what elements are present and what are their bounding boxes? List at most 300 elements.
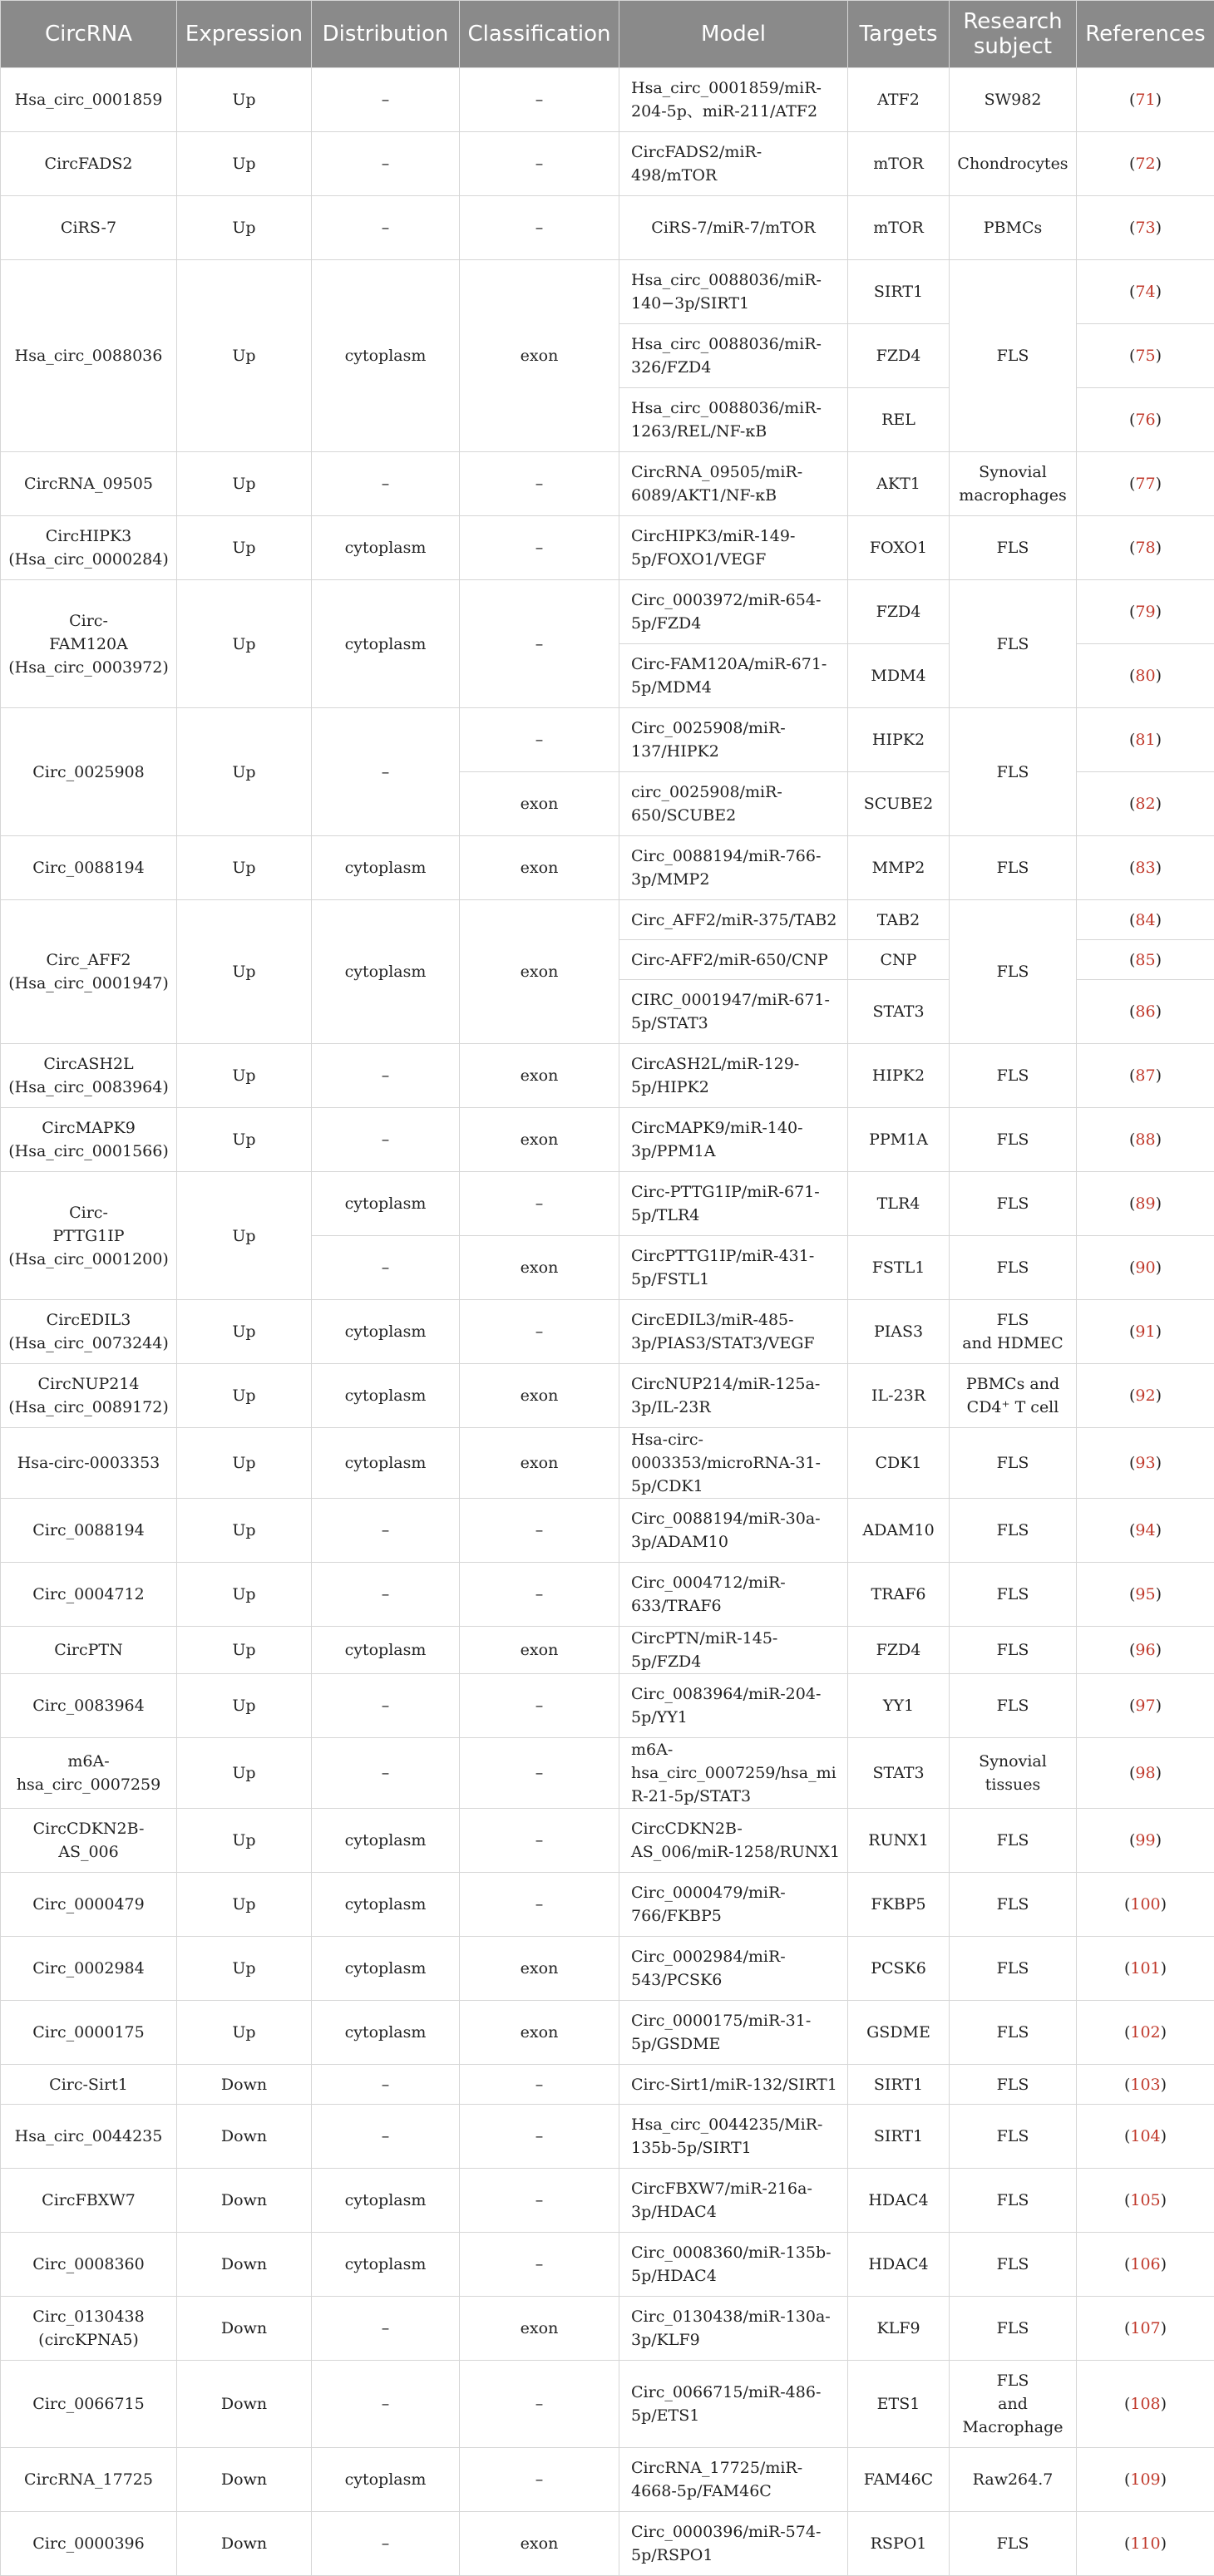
reference-cell: (97) (1077, 1674, 1214, 1738)
table-cell: – (460, 2233, 619, 2297)
reference-cell: (77) (1077, 452, 1214, 516)
table-row (1, 1627, 1214, 1674)
table-cell: HDAC4 (848, 2169, 950, 2233)
table-cell: cytoplasm (312, 900, 460, 1044)
table-cell: Circ_AFF2 (Hsa_circ_0001947) (1, 900, 177, 1044)
table-cell: FLS (950, 260, 1077, 452)
reference-link[interactable]: 101 (1130, 1959, 1160, 1978)
table-cell: Synovial macrophages (950, 452, 1077, 516)
table-cell: FLS (950, 1172, 1077, 1236)
table-row (1, 132, 1214, 196)
table-row (1, 1873, 1214, 1937)
header-row (1, 1, 1214, 68)
table-cell: m6A- hsa_circ_0007259 (1, 1738, 177, 1809)
table-cell: Circ- FAM120A (Hsa_circ_0003972) (1, 580, 177, 708)
table-cell: Hsa_circ_0001859/miR-204-5p、miR-211/ATF2 (619, 68, 848, 132)
reference-link[interactable]: 106 (1130, 2255, 1160, 2273)
table-cell: YY1 (848, 1674, 950, 1738)
reference-cell: (100) (1077, 1873, 1214, 1937)
table-cell: HIPK2 (848, 708, 950, 772)
table-cell: exon (460, 1108, 619, 1172)
table-cell: Up (177, 1364, 312, 1428)
reference-cell: (103) (1077, 2065, 1214, 2105)
table-cell: cytoplasm (312, 2233, 460, 2297)
table-row (1, 580, 1214, 644)
table-row (1, 2065, 1214, 2105)
table-cell: FAM46C (848, 2448, 950, 2512)
reference-cell: (109) (1077, 2448, 1214, 2512)
table-cell: Down (177, 2512, 312, 2576)
reference-link[interactable]: 96 (1135, 1641, 1155, 1659)
table-cell: CircASH2L/miR-129-5p/HIPK2 (619, 1044, 848, 1108)
table-cell: FLS (950, 2105, 1077, 2169)
table-cell: Circ_0088194/miR-30a-3p/ADAM10 (619, 1499, 848, 1563)
table-cell: CircFBXW7 (1, 2169, 177, 2233)
table-cell: CircFADS2/miR-498/mTOR (619, 132, 848, 196)
table-cell: Circ-PTTG1IP/miR-671-5p/TLR4 (619, 1172, 848, 1236)
table-cell: PBMCs and CD4⁺ T cell (950, 1364, 1077, 1428)
table-cell: Circ_0008360 (1, 2233, 177, 2297)
table-row (1, 1108, 1214, 1172)
table-cell: – (312, 1108, 460, 1172)
reference-link[interactable]: 97 (1135, 1697, 1155, 1715)
table-cell: FZD4 (848, 580, 950, 644)
table-cell: cytoplasm (312, 1428, 460, 1499)
table-cell: – (312, 708, 460, 836)
reference-cell: (85) (1077, 940, 1214, 980)
table-row (1, 68, 1214, 132)
table-cell: – (312, 196, 460, 260)
reference-link[interactable]: 89 (1135, 1194, 1155, 1213)
table-cell: FLS (950, 1236, 1077, 1300)
table-cell: Up (177, 580, 312, 708)
table-cell: Circ_0088194 (1, 836, 177, 900)
table-row (1, 2105, 1214, 2169)
table-row (1, 1172, 1214, 1236)
table-cell: CircPTTG1IP/miR-431-5p/FSTL1 (619, 1236, 848, 1300)
table-cell: FLS (950, 1674, 1077, 1738)
table-cell: FLS (950, 1873, 1077, 1937)
reference-cell: (79) (1077, 580, 1214, 644)
reference-link[interactable]: 84 (1135, 911, 1155, 929)
table-cell: AKT1 (848, 452, 950, 516)
table-cell: cytoplasm (312, 1937, 460, 2001)
reference-link[interactable]: 73 (1135, 219, 1155, 237)
table-cell: Hsa_circ_0001859 (1, 68, 177, 132)
table-cell: Up (177, 452, 312, 516)
reference-cell: (81) (1077, 708, 1214, 772)
reference-link[interactable]: 109 (1130, 2470, 1160, 2489)
table-cell: cytoplasm (312, 1809, 460, 1873)
table-cell: CircCDKN2B-AS_006/miR-1258/RUNX1 (619, 1809, 848, 1873)
reference-link[interactable]: 98 (1135, 1764, 1155, 1782)
table-cell: Down (177, 2065, 312, 2105)
reference-link[interactable]: 93 (1135, 1454, 1155, 1472)
table-cell: Down (177, 2361, 312, 2448)
table-cell: Circ_0025908 (1, 708, 177, 836)
reference-link[interactable]: 76 (1135, 411, 1155, 429)
reference-cell: (71) (1077, 68, 1214, 132)
table-cell: FLS (950, 516, 1077, 580)
reference-link[interactable]: 77 (1135, 475, 1155, 493)
table-cell: Chondrocytes (950, 132, 1077, 196)
header-distribution: Distribution (312, 1, 460, 68)
table-cell: FLS (950, 1044, 1077, 1108)
table-cell: FKBP5 (848, 1873, 950, 1937)
table-cell: FLS (950, 2001, 1077, 2065)
table-cell: Hsa_circ_0088036 (1, 260, 177, 452)
table-row (1, 452, 1214, 516)
reference-link[interactable]: 71 (1135, 91, 1155, 109)
table-cell: FLS (950, 2065, 1077, 2105)
table-cell: – (460, 2169, 619, 2233)
header-research-subject: Research subject (950, 1, 1077, 68)
table-cell: exon (460, 2297, 619, 2361)
table-row (1, 1364, 1214, 1428)
table-cell: Up (177, 516, 312, 580)
table-cell: Circ_0003972/miR-654-5p/FZD4 (619, 580, 848, 644)
reference-link[interactable]: 103 (1130, 2076, 1160, 2094)
table-cell: – (460, 708, 619, 772)
table-cell: Up (177, 900, 312, 1044)
table-cell: Up (177, 1809, 312, 1873)
table-cell: – (312, 68, 460, 132)
table-cell: – (312, 1738, 460, 1809)
table-cell: Up (177, 1428, 312, 1499)
table-row (1, 1044, 1214, 1108)
table-row (1, 1300, 1214, 1364)
table-cell: Up (177, 1674, 312, 1738)
table-cell: CircEDIL3 (Hsa_circ_0073244) (1, 1300, 177, 1364)
table-cell: Circ_0000396 (1, 2512, 177, 2576)
table-row (1, 516, 1214, 580)
table-cell: – (312, 1499, 460, 1563)
reference-cell: (87) (1077, 1044, 1214, 1108)
table-cell: Circ_0000479 (1, 1873, 177, 1937)
table-cell: exon (460, 260, 619, 452)
header-model: Model (619, 1, 848, 68)
table-cell: IL-23R (848, 1364, 950, 1428)
table-cell: exon (460, 2001, 619, 2065)
table-cell: CiRS-7 (1, 196, 177, 260)
reference-link[interactable]: 110 (1130, 2534, 1160, 2553)
table-row (1, 1499, 1214, 1563)
reference-link[interactable]: 91 (1135, 1322, 1155, 1341)
table-cell: Up (177, 260, 312, 452)
table-cell: FLS (950, 1108, 1077, 1172)
table-cell: – (460, 2065, 619, 2105)
table-cell: – (460, 68, 619, 132)
reference-link[interactable]: 85 (1135, 951, 1155, 969)
table-cell: Circ-Sirt1/miR-132/SIRT1 (619, 2065, 848, 2105)
table-cell: – (460, 516, 619, 580)
table-row (1, 2297, 1214, 2361)
table-row (1, 1738, 1214, 1809)
table-cell: Circ_0066715 (1, 2361, 177, 2448)
table-cell: Circ_0088194 (1, 1499, 177, 1563)
reference-cell: (92) (1077, 1364, 1214, 1428)
table-cell: Circ_0088194/miR-766-3p/MMP2 (619, 836, 848, 900)
table-cell: FLS and Macrophage (950, 2361, 1077, 2448)
reference-cell: (84) (1077, 900, 1214, 940)
table-cell: CDK1 (848, 1428, 950, 1499)
table-cell: FLS (950, 1563, 1077, 1627)
reference-link[interactable]: 82 (1135, 795, 1155, 813)
reference-cell: (86) (1077, 980, 1214, 1044)
table-cell: Up (177, 68, 312, 132)
table-cell: CircHIPK3/miR-149-5p/FOXO1/VEGF (619, 516, 848, 580)
reference-cell: (88) (1077, 1108, 1214, 1172)
table-cell: Circ_0066715/miR-486-5p/ETS1 (619, 2361, 848, 2448)
table-cell: KLF9 (848, 2297, 950, 2361)
reference-cell: (107) (1077, 2297, 1214, 2361)
table-cell: – (460, 452, 619, 516)
table-cell: exon (460, 836, 619, 900)
reference-link[interactable]: 100 (1130, 1895, 1160, 1914)
reference-link[interactable]: 75 (1135, 347, 1155, 365)
table-cell: cytoplasm (312, 1873, 460, 1937)
table-cell: Up (177, 1937, 312, 2001)
table-cell: HDAC4 (848, 2233, 950, 2297)
table-cell: CircRNA_17725 (1, 2448, 177, 2512)
table-cell: Raw264.7 (950, 2448, 1077, 2512)
table-cell: Circ-AFF2/miR-650/CNP (619, 940, 848, 980)
table-cell: FSTL1 (848, 1236, 950, 1300)
table-cell: FZD4 (848, 324, 950, 388)
table-row (1, 1937, 1214, 2001)
reference-link[interactable]: 88 (1135, 1130, 1155, 1149)
header-expression: Expression (177, 1, 312, 68)
reference-cell: (101) (1077, 1937, 1214, 2001)
table-row (1, 2169, 1214, 2233)
reference-link[interactable]: 87 (1135, 1066, 1155, 1085)
reference-cell: (110) (1077, 2512, 1214, 2576)
table-cell: Up (177, 836, 312, 900)
table-cell: Circ_0004712/miR-633/TRAF6 (619, 1563, 848, 1627)
reference-link[interactable]: 105 (1130, 2191, 1160, 2209)
table-body (1, 68, 1214, 2576)
reference-cell: (83) (1077, 836, 1214, 900)
table-cell: PIAS3 (848, 1300, 950, 1364)
table-cell: – (312, 2512, 460, 2576)
table-cell: SIRT1 (848, 260, 950, 324)
reference-link[interactable]: 81 (1135, 731, 1155, 749)
header-targets: Targets (848, 1, 950, 68)
table-cell: PPM1A (848, 1108, 950, 1172)
table-row (1, 2001, 1214, 2065)
table-row (1, 2361, 1214, 2448)
table-cell: cytoplasm (312, 260, 460, 452)
reference-link[interactable]: 79 (1135, 603, 1155, 621)
table-cell: Circ_0130438 (circKPNA5) (1, 2297, 177, 2361)
reference-link[interactable]: 99 (1135, 1831, 1155, 1849)
reference-link[interactable]: 102 (1130, 2023, 1160, 2042)
reference-link[interactable]: 72 (1135, 155, 1155, 173)
table-cell: cytoplasm (312, 1627, 460, 1674)
table-cell: FLS (950, 900, 1077, 1044)
table-cell: Up (177, 1499, 312, 1563)
reference-link[interactable]: 104 (1130, 2127, 1160, 2145)
table-cell: Circ_0004712 (1, 1563, 177, 1627)
table-cell: FLS (950, 2512, 1077, 2576)
table-cell: CircEDIL3/miR-485-3p/PIAS3/STAT3/VEGF (619, 1300, 848, 1364)
table-cell: Circ_0025908/miR-137/HIPK2 (619, 708, 848, 772)
table-cell: CircPTN/miR-145-5p/FZD4 (619, 1627, 848, 1674)
table-cell: Up (177, 1563, 312, 1627)
table-cell: Down (177, 2105, 312, 2169)
table-cell: cytoplasm (312, 580, 460, 708)
table-cell: CNP (848, 940, 950, 980)
table-row (1, 1809, 1214, 1873)
table-cell: – (460, 2448, 619, 2512)
reference-link[interactable]: 90 (1135, 1258, 1155, 1277)
table-cell: – (460, 1172, 619, 1236)
table-cell: Circ_0000479/miR-766/FKBP5 (619, 1873, 848, 1937)
reference-cell: (80) (1077, 644, 1214, 708)
table-cell: cytoplasm (312, 836, 460, 900)
reference-cell: (93) (1077, 1428, 1214, 1499)
table-cell: FLS (950, 2169, 1077, 2233)
table-cell: CircASH2L (Hsa_circ_0083964) (1, 1044, 177, 1108)
reference-cell: (91) (1077, 1300, 1214, 1364)
table-cell: TLR4 (848, 1172, 950, 1236)
reference-cell: (74) (1077, 260, 1214, 324)
table-cell: Circ-Sirt1 (1, 2065, 177, 2105)
reference-cell: (98) (1077, 1738, 1214, 1809)
reference-cell: (75) (1077, 324, 1214, 388)
reference-cell: (78) (1077, 516, 1214, 580)
table-cell: Circ_0000175 (1, 2001, 177, 2065)
table-cell: Circ-FAM120A/miR-671-5p/MDM4 (619, 644, 848, 708)
table-cell: PBMCs (950, 196, 1077, 260)
table-cell: TRAF6 (848, 1563, 950, 1627)
table-cell: – (312, 1563, 460, 1627)
reference-link[interactable]: 95 (1135, 1585, 1155, 1603)
table-cell: Hsa_circ_0088036/miR-1263/REL/NF-κB (619, 388, 848, 452)
table-cell: FZD4 (848, 1627, 950, 1674)
table-cell: exon (460, 2512, 619, 2576)
table-cell: cytoplasm (312, 1364, 460, 1428)
table-cell: Up (177, 1627, 312, 1674)
table-cell: cytoplasm (312, 1300, 460, 1364)
table-cell: FLS (950, 1499, 1077, 1563)
reference-link[interactable]: 78 (1135, 539, 1155, 557)
table-cell: exon (460, 1428, 619, 1499)
table-cell: Down (177, 2448, 312, 2512)
table-cell: CircRNA_17725/miR-4668-5p/FAM46C (619, 2448, 848, 2512)
table-cell: CircFADS2 (1, 132, 177, 196)
table-row (1, 900, 1214, 940)
table-cell: FLS (950, 1937, 1077, 2001)
reference-cell: (106) (1077, 2233, 1214, 2297)
table-cell: Circ_AFF2/miR-375/TAB2 (619, 900, 848, 940)
table-cell: – (460, 1563, 619, 1627)
table-cell: ADAM10 (848, 1499, 950, 1563)
table-cell: m6A-hsa_circ_0007259/hsa_miR-21-5p/STAT3 (619, 1738, 848, 1809)
table-cell: TAB2 (848, 900, 950, 940)
table-cell: Circ_0000175/miR-31-5p/GSDME (619, 2001, 848, 2065)
table-cell: PCSK6 (848, 1937, 950, 2001)
table-cell: – (312, 1236, 460, 1300)
reference-cell: (82) (1077, 772, 1214, 836)
table-cell: – (312, 2065, 460, 2105)
header-references: References (1077, 1, 1214, 68)
table-cell: cytoplasm (312, 1172, 460, 1236)
table-cell: CircCDKN2B- AS_006 (1, 1809, 177, 1873)
table-cell: CircRNA_09505 (1, 452, 177, 516)
table-cell: RSPO1 (848, 2512, 950, 2576)
table-cell: exon (460, 1937, 619, 2001)
table-cell: Circ_0002984 (1, 1937, 177, 2001)
table-row (1, 1428, 1214, 1499)
table-cell: cytoplasm (312, 2001, 460, 2065)
table-cell: SCUBE2 (848, 772, 950, 836)
table-cell: exon (460, 1364, 619, 1428)
table-cell: – (460, 2105, 619, 2169)
table-row (1, 2512, 1214, 2576)
table-cell: Circ- PTTG1IP (Hsa_circ_0001200) (1, 1172, 177, 1300)
table-cell: CircMAPK9/miR-140-3p/PPM1A (619, 1108, 848, 1172)
table-row (1, 836, 1214, 900)
reference-link[interactable]: 92 (1135, 1387, 1155, 1405)
table-cell: – (460, 580, 619, 708)
table-row (1, 2233, 1214, 2297)
table-cell: CircFBXW7/miR-216a-3p/HDAC4 (619, 2169, 848, 2233)
reference-link[interactable]: 80 (1135, 667, 1155, 685)
reference-cell: (72) (1077, 132, 1214, 196)
table-cell: CircHIPK3 (Hsa_circ_0000284) (1, 516, 177, 580)
table-cell: exon (460, 1627, 619, 1674)
reference-link[interactable]: 74 (1135, 283, 1155, 301)
table-cell: mTOR (848, 132, 950, 196)
table-cell: CiRS-7/miR-7/mTOR (619, 196, 848, 260)
reference-link[interactable]: 107 (1130, 2319, 1160, 2337)
table-cell: REL (848, 388, 950, 452)
table-cell: FLS (950, 1627, 1077, 1674)
reference-cell: (105) (1077, 2169, 1214, 2233)
table-cell: – (312, 452, 460, 516)
table-cell: CIRC_0001947/miR-671-5p/STAT3 (619, 980, 848, 1044)
table-cell: exon (460, 900, 619, 1044)
reference-cell: (90) (1077, 1236, 1214, 1300)
table-cell: Circ_0083964 (1, 1674, 177, 1738)
table-cell: – (312, 1044, 460, 1108)
table-cell: HIPK2 (848, 1044, 950, 1108)
table-cell: exon (460, 1044, 619, 1108)
reference-link[interactable]: 83 (1135, 859, 1155, 877)
table-cell: Up (177, 132, 312, 196)
table-cell: STAT3 (848, 980, 950, 1044)
table-cell: – (460, 1873, 619, 1937)
table-cell: CircRNA_09505/miR-6089/AKT1/NF-κB (619, 452, 848, 516)
reference-link[interactable]: 86 (1135, 1002, 1155, 1021)
table-cell: CircPTN (1, 1627, 177, 1674)
table-cell: CircNUP214 (Hsa_circ_0089172) (1, 1364, 177, 1428)
table-cell: FLS and HDMEC (950, 1300, 1077, 1364)
reference-link[interactable]: 94 (1135, 1521, 1155, 1539)
table-row (1, 1563, 1214, 1627)
table-cell: – (460, 1674, 619, 1738)
reference-cell: (89) (1077, 1172, 1214, 1236)
table-cell: Up (177, 2001, 312, 2065)
reference-link[interactable]: 108 (1130, 2395, 1160, 2413)
table-cell: cytoplasm (312, 2448, 460, 2512)
table-row (1, 708, 1214, 772)
table-cell: FLS (950, 1428, 1077, 1499)
table-cell: FLS (950, 1809, 1077, 1873)
table-cell: SIRT1 (848, 2065, 950, 2105)
table-cell: Hsa-circ-0003353/microRNA-31-5p/CDK1 (619, 1428, 848, 1499)
